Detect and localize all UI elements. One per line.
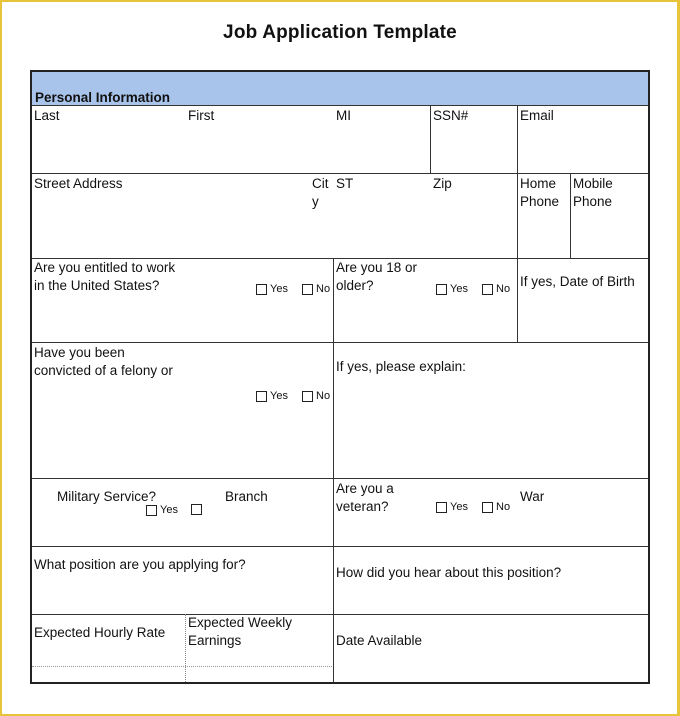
date-of-birth-label: If yes, Date of Birth — [520, 274, 635, 289]
middle-initial-label: MI — [336, 108, 351, 123]
felony-question-label: Have you been — [34, 345, 125, 360]
weekly-earnings-label: Expected Weekly — [188, 615, 293, 630]
work-eligibility-label-wrap: in the United States? — [34, 278, 160, 293]
military-yes-checkbox[interactable] — [146, 504, 178, 517]
date-available-label: Date Available — [336, 633, 423, 648]
felony-explain-label: If yes, please explain: — [336, 359, 466, 374]
veteran-question-label: Are you a — [336, 481, 394, 496]
checkbox-box[interactable] — [436, 284, 447, 295]
position-label: What position are you applying for? — [34, 557, 246, 572]
felony-yes-checkbox[interactable] — [256, 390, 288, 403]
no-label: No — [496, 283, 511, 295]
checkbox-box[interactable] — [256, 284, 267, 295]
checkbox-box[interactable] — [436, 502, 447, 513]
yes-label: Yes — [270, 283, 288, 295]
zip-label: Zip — [433, 176, 452, 191]
military-no-checkbox[interactable] — [191, 504, 202, 515]
state-label: ST — [336, 176, 354, 191]
col-divider — [430, 105, 431, 173]
home-phone-label: Home — [520, 176, 557, 191]
yes-label: Yes — [160, 504, 178, 516]
military-service-label: Military Service? — [57, 489, 157, 504]
no-label: No — [496, 501, 511, 513]
checkbox-box[interactable] — [191, 504, 202, 515]
col-divider — [333, 258, 334, 682]
section-header — [32, 72, 648, 106]
veteran-yes-checkbox[interactable] — [436, 501, 468, 514]
row-divider — [32, 342, 648, 343]
yes-label: Yes — [450, 283, 468, 295]
first-name-label: First — [188, 108, 215, 123]
row-divider — [32, 546, 648, 547]
yes-label: Yes — [270, 390, 288, 402]
felony-no-checkbox[interactable] — [302, 390, 330, 403]
page-title: Job Application Template — [223, 22, 457, 43]
ssn-label: SSN# — [433, 108, 469, 123]
mobile-phone-label: Mobile — [573, 176, 613, 191]
city-label-wrap: y — [312, 194, 319, 209]
checkbox-box[interactable] — [482, 284, 493, 295]
col-divider — [570, 173, 571, 258]
work-eligibility-no-checkbox[interactable] — [302, 283, 330, 296]
application-form — [30, 70, 650, 684]
faint-line — [32, 666, 332, 667]
col-divider — [517, 105, 518, 342]
age-question-label: Are you 18 or — [336, 260, 418, 275]
work-eligibility-yes-checkbox[interactable] — [256, 283, 288, 296]
hourly-rate-label: Expected Hourly Rate — [34, 625, 166, 640]
street-address-label: Street Address — [34, 176, 123, 191]
mobile-phone-label-wrap: Phone — [573, 194, 613, 209]
checkbox-box[interactable] — [302, 391, 313, 402]
veteran-question-label-wrap: veteran? — [336, 499, 389, 514]
no-label: No — [316, 390, 331, 402]
felony-question-label-wrap: convicted of a felony or — [34, 363, 173, 378]
age-no-checkbox[interactable] — [482, 283, 510, 296]
no-label: No — [316, 283, 331, 295]
war-label: War — [520, 489, 545, 504]
checkbox-box[interactable] — [256, 391, 267, 402]
email-label: Email — [520, 108, 554, 123]
branch-label: Branch — [225, 489, 268, 504]
age-question-label-wrap: older? — [336, 278, 374, 293]
age-yes-checkbox[interactable] — [436, 283, 468, 296]
col-divider — [185, 614, 186, 682]
checkbox-box[interactable] — [146, 505, 157, 516]
city-label: Cit — [312, 176, 329, 191]
home-phone-label-wrap: Phone — [520, 194, 560, 209]
row-divider — [32, 173, 648, 174]
weekly-earnings-label-wrap: Earnings — [188, 633, 242, 648]
row-divider — [32, 478, 648, 479]
work-eligibility-label: Are you entitled to work — [34, 260, 176, 275]
veteran-no-checkbox[interactable] — [482, 501, 510, 514]
section-header-label: Personal Information — [35, 90, 171, 105]
row-divider — [32, 614, 648, 615]
checkbox-box[interactable] — [302, 284, 313, 295]
referral-source-label: How did you hear about this position? — [336, 565, 562, 580]
yes-label: Yes — [450, 501, 468, 513]
checkbox-box[interactable] — [482, 502, 493, 513]
last-name-label: Last — [34, 108, 60, 123]
